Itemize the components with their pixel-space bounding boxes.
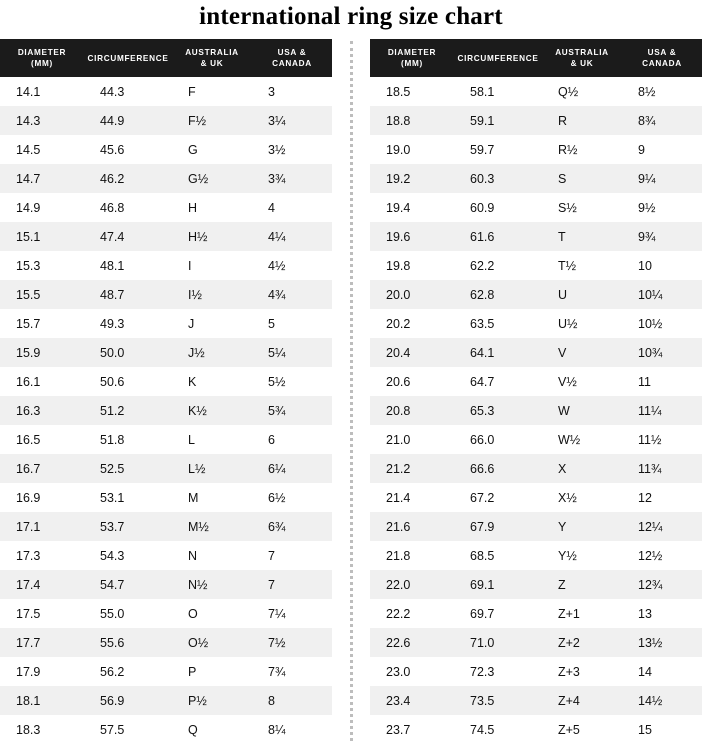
header-cell-australia-uk — [542, 39, 622, 77]
table-row — [370, 309, 702, 338]
cell-diameter: 18.3 — [0, 715, 84, 744]
cell-diameter: 18.1 — [0, 686, 84, 715]
cell-australia-uk: Y — [542, 512, 622, 541]
table-row — [370, 338, 702, 367]
cell-circumference: 54.3 — [84, 541, 172, 570]
cell-circumference: 55.6 — [84, 628, 172, 657]
cell-usa-canada: 10½ — [622, 309, 702, 338]
table-row — [370, 367, 702, 396]
cell-circumference: 48.1 — [84, 251, 172, 280]
table-row — [370, 77, 702, 106]
cell-diameter: 17.5 — [0, 599, 84, 628]
cell-australia-uk: Y½ — [542, 541, 622, 570]
cell-diameter: 22.6 — [370, 628, 454, 657]
cell-usa-canada: 15 — [622, 715, 702, 744]
table-row — [370, 280, 702, 309]
cell-usa-canada: 11 — [622, 367, 702, 396]
table-row — [0, 483, 332, 512]
cell-diameter: 15.1 — [0, 222, 84, 251]
cell-circumference: 68.5 — [454, 541, 542, 570]
cell-usa-canada: 9¼ — [622, 164, 702, 193]
cell-diameter: 16.5 — [0, 425, 84, 454]
table-row — [0, 280, 332, 309]
cell-usa-canada: 8 — [252, 686, 332, 715]
cell-usa-canada: 9¾ — [622, 222, 702, 251]
cell-circumference: 44.3 — [84, 77, 172, 106]
cell-diameter: 21.4 — [370, 483, 454, 512]
cell-diameter: 23.0 — [370, 657, 454, 686]
cell-usa-canada: 6¾ — [252, 512, 332, 541]
table-row — [0, 628, 332, 657]
cell-australia-uk: H½ — [172, 222, 252, 251]
header-line1: CIRCUMFERENCE — [457, 53, 539, 63]
header-line2: & UK — [570, 59, 594, 69]
cell-usa-canada: 7¾ — [252, 657, 332, 686]
cell-usa-canada: 11¼ — [622, 396, 702, 425]
ring-size-table-right — [370, 39, 702, 744]
cell-usa-canada: 5½ — [252, 367, 332, 396]
cell-circumference: 64.1 — [454, 338, 542, 367]
table-row — [0, 222, 332, 251]
cell-australia-uk: Z+4 — [542, 686, 622, 715]
cell-usa-canada: 11½ — [622, 425, 702, 454]
header-line1: CIRCUMFERENCE — [87, 53, 169, 63]
table-row — [0, 106, 332, 135]
header-cell-circumference — [84, 39, 172, 77]
header-line1: USA & — [277, 48, 307, 57]
cell-australia-uk: O½ — [172, 628, 252, 657]
cell-australia-uk: M — [172, 483, 252, 512]
table-row — [0, 309, 332, 338]
cell-circumference: 46.8 — [84, 193, 172, 222]
cell-circumference: 67.9 — [454, 512, 542, 541]
cell-circumference: 60.3 — [454, 164, 542, 193]
cell-usa-canada: 4¼ — [252, 222, 332, 251]
cell-australia-uk: L — [172, 425, 252, 454]
cell-australia-uk: J — [172, 309, 252, 338]
cell-diameter: 14.3 — [0, 106, 84, 135]
cell-diameter: 20.8 — [370, 396, 454, 425]
cell-australia-uk: Q½ — [542, 77, 622, 106]
cell-usa-canada: 4 — [252, 193, 332, 222]
cell-australia-uk: U½ — [542, 309, 622, 338]
header-cell-usa-canada — [252, 39, 332, 77]
header-line1: AUSTRALIA — [185, 48, 239, 57]
cell-circumference: 52.5 — [84, 454, 172, 483]
cell-circumference: 69.1 — [454, 570, 542, 599]
cell-australia-uk: S — [542, 164, 622, 193]
table-row — [0, 657, 332, 686]
table-row — [370, 512, 702, 541]
table-row — [370, 483, 702, 512]
header-line1: USA & — [647, 48, 677, 57]
page-title: international ring size chart — [199, 3, 503, 30]
cell-usa-canada: 5 — [252, 309, 332, 338]
table-row — [370, 657, 702, 686]
header-cell-circumference — [454, 39, 542, 77]
table-row — [370, 164, 702, 193]
cell-diameter: 23.7 — [370, 715, 454, 744]
cell-australia-uk: O — [172, 599, 252, 628]
cell-australia-uk: M½ — [172, 512, 252, 541]
header-line2: CANADA — [642, 59, 682, 69]
cell-australia-uk: L½ — [172, 454, 252, 483]
cell-australia-uk: R — [542, 106, 622, 135]
cell-australia-uk: P½ — [172, 686, 252, 715]
cell-circumference: 73.5 — [454, 686, 542, 715]
table-row — [370, 106, 702, 135]
left-table-wrapper — [0, 39, 332, 744]
cell-usa-canada: 3 — [252, 77, 332, 106]
cell-usa-canada: 6¼ — [252, 454, 332, 483]
cell-circumference: 46.2 — [84, 164, 172, 193]
cell-circumference: 67.2 — [454, 483, 542, 512]
table-row — [0, 599, 332, 628]
right-table-wrapper — [370, 39, 702, 744]
cell-australia-uk: N — [172, 541, 252, 570]
cell-diameter: 16.7 — [0, 454, 84, 483]
cell-diameter: 15.9 — [0, 338, 84, 367]
cell-diameter: 14.5 — [0, 135, 84, 164]
cell-circumference: 50.0 — [84, 338, 172, 367]
cell-usa-canada: 12¼ — [622, 512, 702, 541]
header-line2: (MM) — [401, 59, 423, 69]
dotted-divider — [332, 39, 370, 744]
table-row — [370, 251, 702, 280]
cell-circumference: 47.4 — [84, 222, 172, 251]
header-row — [370, 39, 702, 77]
table-row — [0, 570, 332, 599]
table-row — [0, 454, 332, 483]
cell-circumference: 72.3 — [454, 657, 542, 686]
cell-usa-canada: 4½ — [252, 251, 332, 280]
cell-australia-uk: F — [172, 77, 252, 106]
table-row — [370, 222, 702, 251]
cell-diameter: 21.0 — [370, 425, 454, 454]
cell-diameter: 14.9 — [0, 193, 84, 222]
header-line1: DIAMETER — [387, 48, 437, 57]
header-line1: AUSTRALIA — [555, 48, 609, 57]
cell-australia-uk: G½ — [172, 164, 252, 193]
cell-usa-canada: 7½ — [252, 628, 332, 657]
cell-circumference: 69.7 — [454, 599, 542, 628]
cell-diameter: 16.1 — [0, 367, 84, 396]
header-line2: & UK — [200, 59, 224, 69]
cell-diameter: 17.7 — [0, 628, 84, 657]
cell-diameter: 23.4 — [370, 686, 454, 715]
cell-australia-uk: Z+2 — [542, 628, 622, 657]
cell-circumference: 54.7 — [84, 570, 172, 599]
cell-australia-uk: Z+3 — [542, 657, 622, 686]
cell-diameter: 21.8 — [370, 541, 454, 570]
cell-australia-uk: X½ — [542, 483, 622, 512]
cell-australia-uk: V½ — [542, 367, 622, 396]
ring-size-chart-page — [0, 3, 702, 750]
cell-diameter: 18.8 — [370, 106, 454, 135]
cell-circumference: 48.7 — [84, 280, 172, 309]
cell-diameter: 14.7 — [0, 164, 84, 193]
cell-circumference: 58.1 — [454, 77, 542, 106]
cell-circumference: 49.3 — [84, 309, 172, 338]
dotted-line-icon — [350, 41, 353, 741]
cell-australia-uk: G — [172, 135, 252, 164]
table-row — [370, 396, 702, 425]
table-row — [0, 338, 332, 367]
cell-usa-canada: 14 — [622, 657, 702, 686]
table-row — [370, 686, 702, 715]
table-row — [0, 715, 332, 744]
cell-australia-uk: U — [542, 280, 622, 309]
cell-australia-uk: J½ — [172, 338, 252, 367]
table-header-left — [0, 39, 332, 77]
cell-circumference: 61.6 — [454, 222, 542, 251]
cell-australia-uk: Z+1 — [542, 599, 622, 628]
cell-usa-canada: 12½ — [622, 541, 702, 570]
table-row — [0, 164, 332, 193]
header-line2: CANADA — [272, 59, 312, 69]
cell-australia-uk: T — [542, 222, 622, 251]
cell-circumference: 57.5 — [84, 715, 172, 744]
cell-circumference: 45.6 — [84, 135, 172, 164]
table-row — [0, 77, 332, 106]
cell-circumference: 56.2 — [84, 657, 172, 686]
cell-diameter: 21.2 — [370, 454, 454, 483]
cell-usa-canada: 12 — [622, 483, 702, 512]
cell-circumference: 62.8 — [454, 280, 542, 309]
cell-usa-canada: 9½ — [622, 193, 702, 222]
cell-usa-canada: 8¾ — [622, 106, 702, 135]
cell-usa-canada: 13½ — [622, 628, 702, 657]
cell-diameter: 17.1 — [0, 512, 84, 541]
cell-circumference: 51.2 — [84, 396, 172, 425]
cell-circumference: 56.9 — [84, 686, 172, 715]
cell-diameter: 22.0 — [370, 570, 454, 599]
cell-usa-canada: 14½ — [622, 686, 702, 715]
cell-australia-uk: S½ — [542, 193, 622, 222]
table-row — [0, 512, 332, 541]
cell-usa-canada: 7 — [252, 570, 332, 599]
cell-australia-uk: I — [172, 251, 252, 280]
cell-usa-canada: 11¾ — [622, 454, 702, 483]
cell-diameter: 19.0 — [370, 135, 454, 164]
table-body-left — [0, 77, 332, 744]
cell-diameter: 22.2 — [370, 599, 454, 628]
cell-usa-canada: 10¾ — [622, 338, 702, 367]
cell-circumference: 51.8 — [84, 425, 172, 454]
cell-australia-uk: T½ — [542, 251, 622, 280]
cell-diameter: 15.5 — [0, 280, 84, 309]
cell-australia-uk: F½ — [172, 106, 252, 135]
table-row — [370, 425, 702, 454]
cell-usa-canada: 6½ — [252, 483, 332, 512]
cell-usa-canada: 8½ — [622, 77, 702, 106]
cell-circumference: 66.0 — [454, 425, 542, 454]
cell-usa-canada: 3½ — [252, 135, 332, 164]
cell-australia-uk: Z — [542, 570, 622, 599]
cell-diameter: 17.9 — [0, 657, 84, 686]
cell-usa-canada: 6 — [252, 425, 332, 454]
cell-australia-uk: V — [542, 338, 622, 367]
cell-usa-canada: 8¼ — [252, 715, 332, 744]
cell-diameter: 20.4 — [370, 338, 454, 367]
cell-circumference: 65.3 — [454, 396, 542, 425]
header-line2: (MM) — [31, 59, 53, 69]
cell-diameter: 16.9 — [0, 483, 84, 512]
header-cell-diameter — [370, 39, 454, 77]
cell-australia-uk: N½ — [172, 570, 252, 599]
cell-australia-uk: W — [542, 396, 622, 425]
table-row — [0, 251, 332, 280]
cell-australia-uk: R½ — [542, 135, 622, 164]
cell-australia-uk: Q — [172, 715, 252, 744]
cell-usa-canada: 10 — [622, 251, 702, 280]
header-cell-diameter — [0, 39, 84, 77]
cell-usa-canada: 10¼ — [622, 280, 702, 309]
header-cell-usa-canada — [622, 39, 702, 77]
cell-diameter: 19.8 — [370, 251, 454, 280]
cell-circumference: 74.5 — [454, 715, 542, 744]
cell-circumference: 53.7 — [84, 512, 172, 541]
cell-usa-canada: 3¼ — [252, 106, 332, 135]
table-row — [370, 570, 702, 599]
cell-circumference: 55.0 — [84, 599, 172, 628]
table-header-right — [370, 39, 702, 77]
table-row — [0, 193, 332, 222]
cell-usa-canada: 9 — [622, 135, 702, 164]
cell-australia-uk: X — [542, 454, 622, 483]
cell-diameter: 20.0 — [370, 280, 454, 309]
cell-circumference: 59.1 — [454, 106, 542, 135]
cell-diameter: 19.2 — [370, 164, 454, 193]
cell-circumference: 62.2 — [454, 251, 542, 280]
table-row — [0, 425, 332, 454]
table-row — [370, 193, 702, 222]
cell-diameter: 17.4 — [0, 570, 84, 599]
cell-circumference: 59.7 — [454, 135, 542, 164]
cell-circumference: 71.0 — [454, 628, 542, 657]
cell-diameter: 19.6 — [370, 222, 454, 251]
cell-usa-canada: 12¾ — [622, 570, 702, 599]
cell-diameter: 15.7 — [0, 309, 84, 338]
cell-diameter: 14.1 — [0, 77, 84, 106]
ring-size-table-left — [0, 39, 332, 744]
cell-australia-uk: I½ — [172, 280, 252, 309]
table-row — [0, 686, 332, 715]
cell-australia-uk: H — [172, 193, 252, 222]
cell-usa-canada: 5¼ — [252, 338, 332, 367]
cell-australia-uk: P — [172, 657, 252, 686]
cell-diameter: 15.3 — [0, 251, 84, 280]
cell-diameter: 21.6 — [370, 512, 454, 541]
table-row — [370, 135, 702, 164]
cell-circumference: 63.5 — [454, 309, 542, 338]
cell-usa-canada: 5¾ — [252, 396, 332, 425]
cell-usa-canada: 3¾ — [252, 164, 332, 193]
cell-diameter: 20.2 — [370, 309, 454, 338]
cell-circumference: 44.9 — [84, 106, 172, 135]
table-row — [0, 367, 332, 396]
cell-diameter: 19.4 — [370, 193, 454, 222]
table-row — [370, 454, 702, 483]
cell-usa-canada: 13 — [622, 599, 702, 628]
table-row — [0, 396, 332, 425]
cell-diameter: 20.6 — [370, 367, 454, 396]
cell-usa-canada: 4¾ — [252, 280, 332, 309]
cell-diameter: 16.3 — [0, 396, 84, 425]
cell-australia-uk: W½ — [542, 425, 622, 454]
header-line1: DIAMETER — [17, 48, 67, 57]
cell-circumference: 64.7 — [454, 367, 542, 396]
header-cell-australia-uk — [172, 39, 252, 77]
cell-circumference: 60.9 — [454, 193, 542, 222]
cell-usa-canada: 7¼ — [252, 599, 332, 628]
table-row — [0, 135, 332, 164]
table-row — [370, 715, 702, 744]
cell-australia-uk: K½ — [172, 396, 252, 425]
table-row — [370, 628, 702, 657]
cell-diameter: 17.3 — [0, 541, 84, 570]
table-row — [370, 541, 702, 570]
cell-australia-uk: K — [172, 367, 252, 396]
cell-diameter: 18.5 — [370, 77, 454, 106]
cell-usa-canada: 7 — [252, 541, 332, 570]
table-body-right — [370, 77, 702, 744]
table-row — [370, 599, 702, 628]
cell-circumference: 53.1 — [84, 483, 172, 512]
tables-container — [0, 39, 702, 744]
cell-australia-uk: Z+5 — [542, 715, 622, 744]
header-row — [0, 39, 332, 77]
table-row — [0, 541, 332, 570]
cell-circumference: 66.6 — [454, 454, 542, 483]
cell-circumference: 50.6 — [84, 367, 172, 396]
